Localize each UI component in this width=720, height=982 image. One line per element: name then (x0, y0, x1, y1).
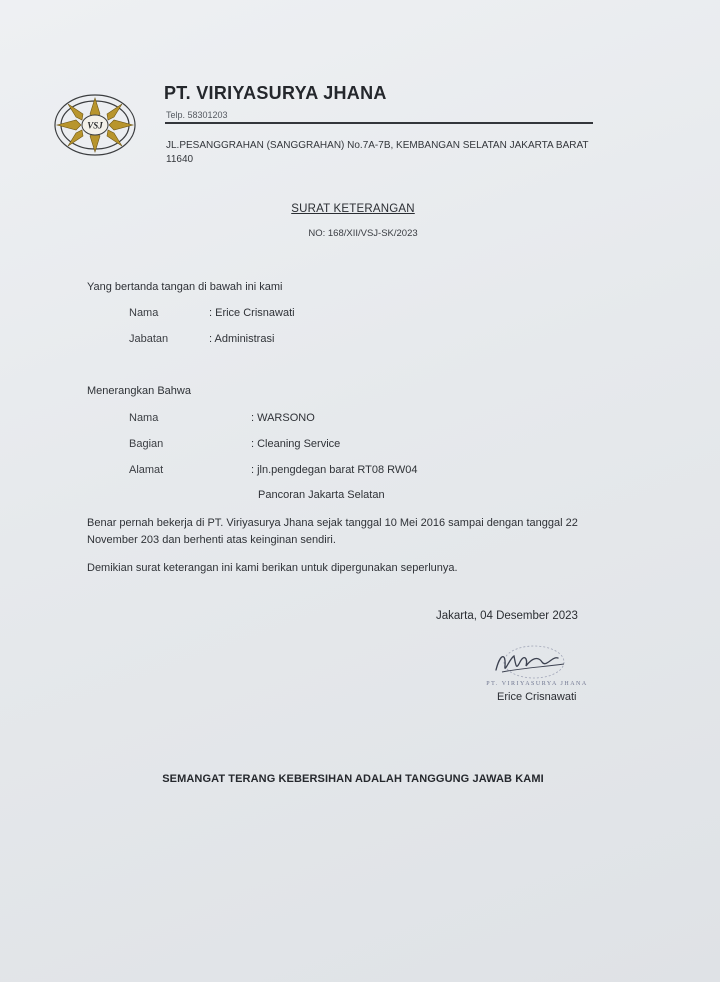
signatory-position-value: : Administrasi (209, 333, 275, 345)
company-name: PT. VIRIYASURYA JHANA (164, 83, 387, 103)
company-phone: Telp. 58301203 (166, 110, 228, 120)
employment-statement: Benar pernah bekerja di PT. Viriyasurya Jhana sejak tanggal 10 Mei 2016 sampai dengan tanggal 22 November 203 dan berhenti atas keinginan sendiri. (87, 517, 578, 546)
company-address: JL.PESANGGRAHAN (SANGGRAHAN) No.7A-7B, KEMBANGAN SELATAN JAKARTA BARAT 11640 (166, 140, 589, 165)
employee-address-value: : jln.pengdegan barat RT08 RW04 (251, 464, 418, 476)
employee-address-label: Alamat (129, 464, 164, 476)
employee-department-value: : Cleaning Service (251, 438, 341, 450)
declaration-intro: Menerangkan Bahwa (87, 385, 191, 397)
signer-name: Erice Crisnawati (497, 691, 577, 703)
company-motto: SEMANGAT TERANG KEBERSIHAN ADALAH TANGGUNG JAWAB KAMI (162, 773, 544, 785)
employee-address-line2: Pancoran Jakarta Selatan (258, 489, 385, 501)
signature-stamp (472, 640, 602, 692)
logo-monogram: VSJ (87, 120, 103, 131)
document-title-text: SURAT KETERANGAN (291, 203, 415, 215)
document-title (0, 203, 706, 215)
employee-name-label: Nama (129, 412, 159, 424)
document-number: NO: 168/XII/VSJ-SK/2023 (308, 228, 418, 239)
signatory-intro: Yang bertanda tangan di bawah ini kami (87, 281, 283, 293)
employee-department-label: Bagian (129, 438, 164, 450)
signatory-name-label: Nama (129, 307, 159, 319)
signatory-position-label: Jabatan (129, 333, 169, 345)
closing-statement: Demikian surat keterangan ini kami berikan untuk dipergunakan seperlunya. (87, 562, 458, 574)
company-logo (52, 92, 138, 158)
signatory-name-value: : Erice Crisnawati (209, 307, 295, 319)
place-date: Jakarta, 04 Desember 2023 (436, 610, 578, 622)
letterhead-divider (165, 122, 593, 124)
stamp-text: PT. VIRIYASURYA JHANA (486, 681, 588, 687)
employee-name-value: : WARSONO (251, 412, 315, 424)
